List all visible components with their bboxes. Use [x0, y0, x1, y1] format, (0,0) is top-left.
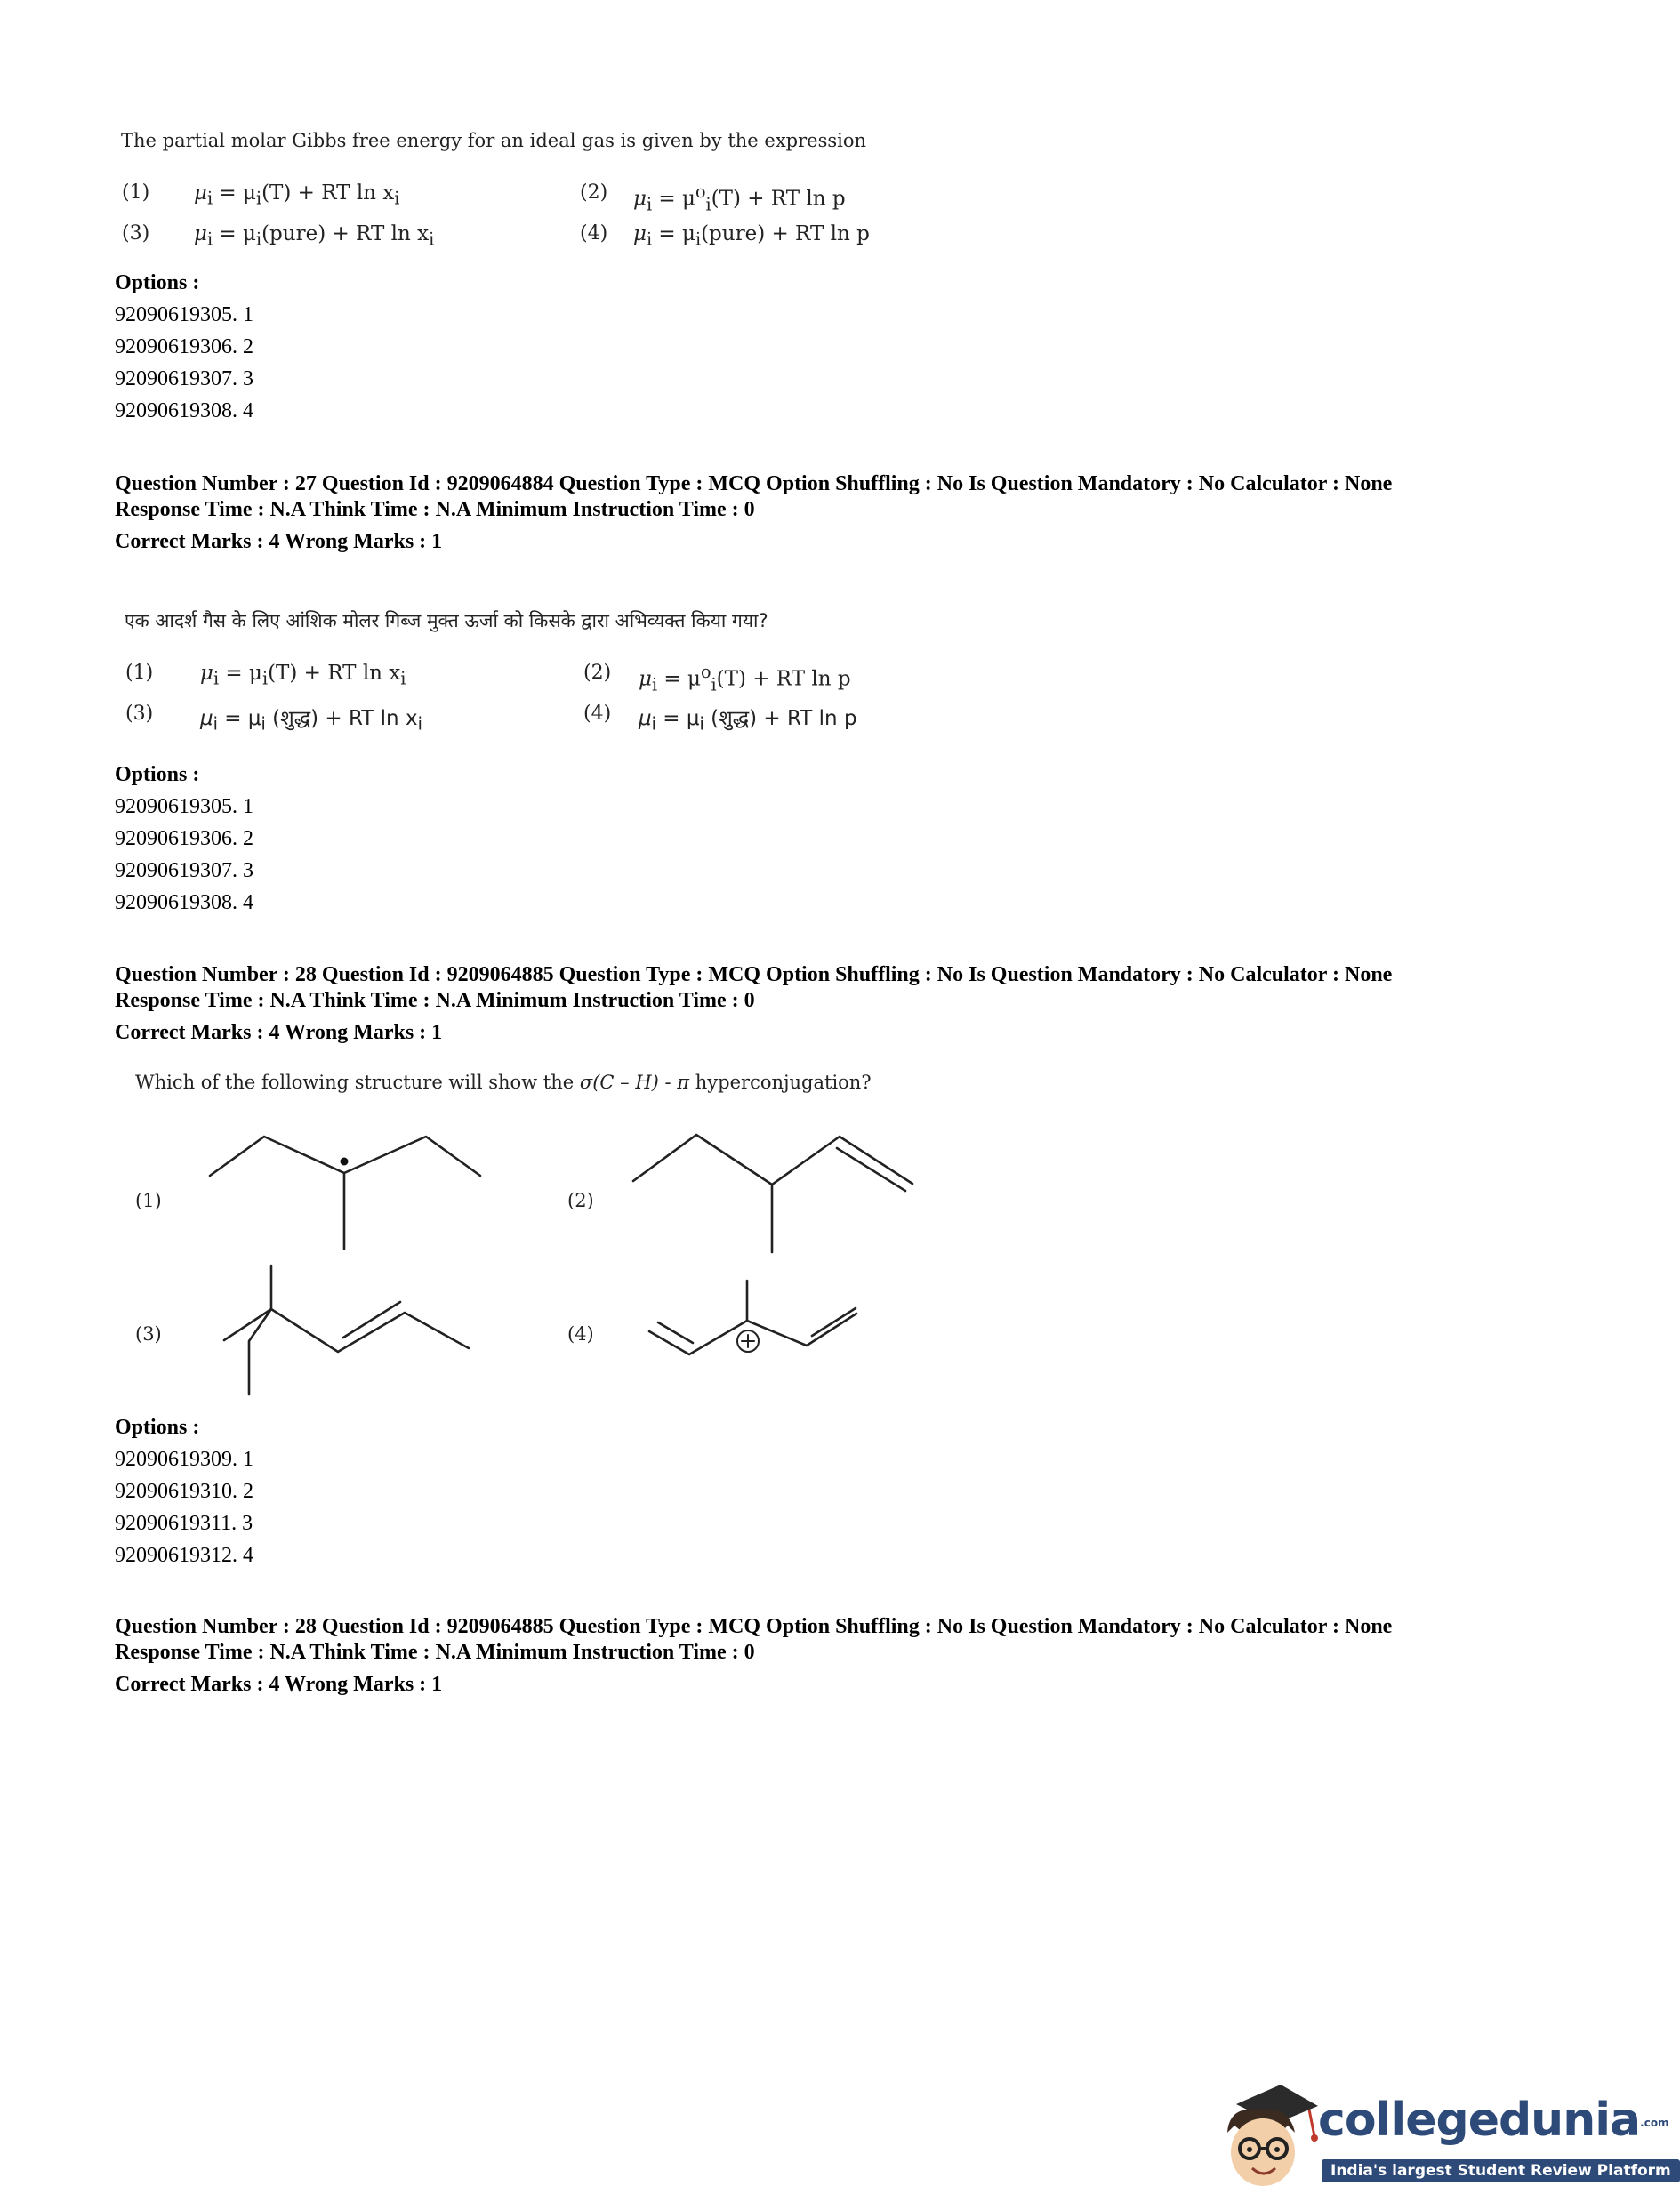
- structure-label: (1): [135, 1190, 162, 1211]
- option-item: 92090619305. 1: [115, 303, 253, 326]
- option-item: 92090619307. 3: [115, 859, 253, 882]
- q26-choice-num: (2): [580, 181, 608, 204]
- radical-dot: [341, 1158, 349, 1166]
- structure-1-pentyl-radical: [210, 1137, 480, 1249]
- option-item: 92090619305. 1: [115, 795, 253, 818]
- q27-choice-num: (1): [125, 662, 154, 684]
- q26-choice-eq: $\mu_i$ = $\mu_i(pure)$ + RT $\ln x_i$: [194, 222, 435, 250]
- q27-choice-num: (4): [583, 703, 612, 725]
- marks-line: Correct Marks : 4 Wrong Marks : 1: [115, 530, 443, 553]
- question-meta-line: Response Time : N.A Think Time : N.A Minimum Instruction Time : 0: [115, 989, 755, 1012]
- q27-choice-num: (3): [125, 703, 154, 725]
- q27-choice-eq: $\mu_i = \mu_i(T)$ + RT $\ln x_i$: [200, 662, 406, 689]
- structure-2-dimethyl-pentene: [633, 1135, 912, 1252]
- q26-choice-num: (3): [122, 222, 150, 245]
- q27-choice-eq: $\mu_i = \mu_i$ (शुद्ध) + RT $\ln x_i$: [200, 707, 422, 735]
- q27-choice-eq: $\mu_i = \mu_i$ (शुद्ध) + RT ln p: [639, 707, 857, 735]
- brand-tagline: India's largest Student Review Platform: [1322, 2159, 1680, 2182]
- q26-options: [115, 267, 253, 427]
- option-item: 92090619310. 2: [115, 1480, 253, 1503]
- option-item: 92090619308. 4: [115, 891, 253, 914]
- q26-choice-eq: $\mu_i$ = $\mu_i(pure)$ + RT ln p: [633, 222, 870, 250]
- question-meta-line: Response Time : N.A Think Time : N.A Minimum Instruction Time : 0: [115, 498, 755, 521]
- options-label: Options :: [115, 1416, 200, 1439]
- q26-choice-num: (4): [580, 222, 608, 245]
- question-meta-line: Response Time : N.A Think Time : N.A Minimum Instruction Time : 0: [115, 1641, 755, 1664]
- q26-choice-eq: $\mu_i = \mu^o_i(T)$ + RT ln p: [633, 181, 846, 215]
- q26-choice-eq: $\mu_i = \mu_i(T)$ + RT $\ln x_i$: [194, 181, 400, 209]
- option-item: 92090619309. 1: [115, 1448, 253, 1471]
- option-item: 92090619311. 3: [115, 1512, 253, 1535]
- marks-line: Correct Marks : 4 Wrong Marks : 1: [115, 1021, 443, 1044]
- q28-meta: [115, 962, 1609, 1046]
- q28-question-text: Which of the following structure will show the σ(C – H) - π hyperconjugation?: [135, 1072, 872, 1093]
- option-item: 92090619306. 2: [115, 335, 253, 358]
- q28-structures: [0, 1103, 978, 1405]
- brand-name: collegedunia: [1318, 2094, 1641, 2147]
- q27-choice-eq: $\mu_i = \mu^o_i(T)$ + RT ln p: [639, 662, 851, 695]
- q26-choice-num: (1): [122, 181, 150, 204]
- q27-options: [115, 759, 253, 919]
- brand-suffix: .com: [1640, 2117, 1669, 2129]
- q27-meta: [115, 471, 1609, 555]
- question-meta-line: Question Number : 28 Question Id : 9209064885 Question Type : MCQ Option Shuffling : No Is Question Mandatory : No Calculator : None: [115, 963, 1393, 986]
- q26-question-text: The partial molar Gibbs free energy for an ideal gas is given by the expression: [121, 130, 867, 151]
- question-meta-line: Question Number : 28 Question Id : 9209064885 Question Type : MCQ Option Shuffling : No Is Question Mandatory : No Calculator : None: [115, 1615, 1393, 1638]
- marks-line: Correct Marks : 4 Wrong Marks : 1: [115, 1673, 443, 1696]
- q28-options: [115, 1411, 253, 1571]
- structure-label: (4): [567, 1323, 594, 1345]
- structure-4-pentadienyl-cation: [649, 1281, 856, 1354]
- options-label: Options :: [115, 271, 200, 294]
- structure-3-ethyl-methyl-hexene: [224, 1266, 469, 1394]
- collegedunia-logo: [1210, 2079, 1671, 2195]
- option-item: 92090619306. 2: [115, 827, 253, 850]
- q28b-meta: [115, 1614, 1609, 1698]
- mascot-icon: [1210, 2079, 1325, 2195]
- q27-question-text: एक आदर्श गैस के लिए आंशिक मोलर गिब्ज मुक्त ऊर्जा को किसके द्वारा अभिव्यक्त किया गया?: [125, 610, 768, 631]
- question-meta-line: Question Number : 27 Question Id : 9209064884 Question Type : MCQ Option Shuffling : No Is Question Mandatory : No Calculator : None: [115, 472, 1393, 495]
- option-item: 92090619312. 4: [115, 1544, 253, 1567]
- options-label: Options :: [115, 763, 200, 786]
- q27-choice-num: (2): [583, 662, 612, 684]
- option-item: 92090619307. 3: [115, 367, 253, 390]
- structure-label: (3): [135, 1323, 162, 1345]
- structure-label: (2): [567, 1190, 594, 1211]
- brand-wordmark: [1318, 2094, 1669, 2147]
- option-item: 92090619308. 4: [115, 399, 253, 422]
